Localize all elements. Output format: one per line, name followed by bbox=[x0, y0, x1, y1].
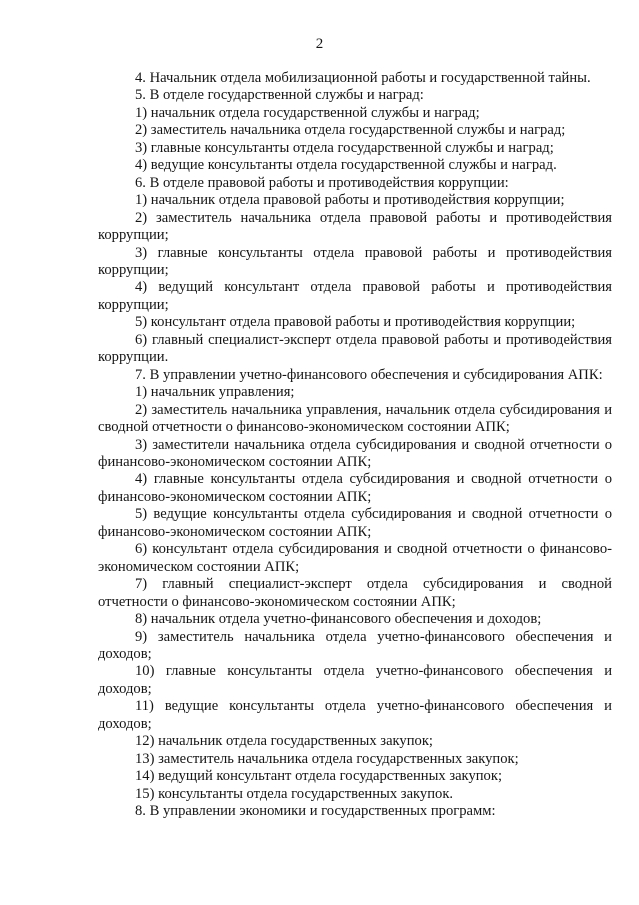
paragraph: 2) заместитель начальника отдела правовой работы и противодействия коррупции; bbox=[98, 209, 612, 244]
paragraph: 7. В управлении учетно-финансового обеспечения и субсидирования АПК: bbox=[135, 366, 603, 383]
paragraph: 4. Начальник отдела мобилизационной работы и государственной тайны. bbox=[135, 70, 591, 86]
paragraph: 5) консультант отдела правовой работы и противодействия коррупции; bbox=[135, 314, 576, 331]
paragraph: 13) заместитель начальника отдела государственных закупок; bbox=[135, 750, 519, 767]
paragraph: 5. В отделе государственной службы и наград: bbox=[135, 87, 424, 104]
paragraph: 11) ведущие консультанты отдела учетно-финансового обеспечения и доходов; bbox=[98, 698, 612, 732]
paragraph: 1) начальник отдела правовой работы и противодействия коррупции; bbox=[135, 192, 565, 209]
paragraph: 14) ведущий консультант отдела государственных закупок; bbox=[135, 768, 502, 785]
paragraph: 10) главные консультанты отдела учетно-финансового обеспечения и доходов; bbox=[98, 663, 612, 697]
paragraph: 8) начальник отдела учетно-финансового обеспечения и доходов; bbox=[135, 611, 542, 628]
paragraph: 2) заместитель начальника управления, начальник отдела субсидирования и сводной отчетности о финансово-экономическом состоянии АПК; bbox=[98, 401, 612, 436]
paragraph: 6) консультант отдела субсидирования и сводной отчетности о финансово-экономическом состоянии АПК; bbox=[98, 541, 612, 575]
paragraph: 4) ведущий консультант отдела правовой работы и противодействия коррупции; bbox=[98, 279, 612, 313]
paragraph: 3) главные консультанты отдела государственной службы и наград; bbox=[135, 139, 554, 156]
page-number: 2 bbox=[315, 36, 324, 52]
paragraph: 6. В отделе правовой работы и противодействия коррупции: bbox=[135, 174, 509, 191]
paragraph: 5) ведущие консультанты отдела субсидирования и сводной отчетности о финансово-экономическом состоянии АПК; bbox=[98, 506, 612, 540]
paragraph: 6) главный специалист-эксперт отдела правовой работы и противодействия коррупции. bbox=[98, 331, 612, 366]
paragraph: 8. В управлении экономики и государственных программ: bbox=[135, 803, 496, 820]
paragraph: 12) начальник отдела государственных закупок; bbox=[135, 733, 433, 750]
paragraph: 4) ведущие консультанты отдела государственной службы и наград. bbox=[135, 157, 557, 174]
paragraph: 1) начальник отдела государственной службы и наград; bbox=[135, 104, 480, 121]
paragraph: 15) консультанты отдела государственных закупок. bbox=[135, 785, 454, 802]
document-body bbox=[98, 70, 612, 820]
paragraph: 2) заместитель начальника отдела государственной службы и наград; bbox=[135, 122, 566, 139]
paragraph: 4) главные консультанты отдела субсидирования и сводной отчетности о финансово-экономическом состоянии АПК; bbox=[98, 471, 612, 505]
paragraph: 7) главный специалист-эксперт отдела субсидирования и сводной отчетности о финансово-экономическом состоянии АПК; bbox=[98, 576, 612, 610]
paragraph: 3) главные консультанты отдела правовой работы и противодействия коррупции; bbox=[98, 244, 612, 278]
paragraph: 3) заместители начальника отдела субсидирования и сводной отчетности о финансово-экономическом состоянии АПК; bbox=[98, 436, 612, 470]
paragraph: 1) начальник управления; bbox=[135, 384, 295, 401]
paragraph: 9) заместитель начальника отдела учетно-финансового обеспечения и доходов; bbox=[98, 628, 612, 662]
